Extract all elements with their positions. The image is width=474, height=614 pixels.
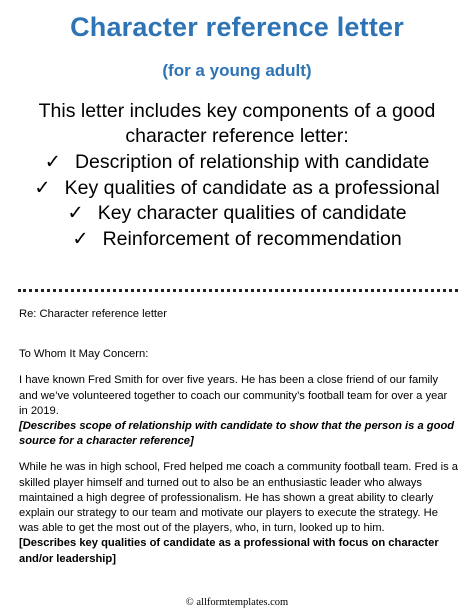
checklist-item <box>0 150 474 176</box>
document-title: Character reference letter <box>70 12 404 42</box>
checkmark-icon: ✓ <box>67 202 84 224</box>
checklist-item-label: Reinforcement of recommendation <box>102 227 402 250</box>
annotation-note: [Describes scope of relationship with candidate to show that the person is a good source for a character reference] <box>19 420 455 448</box>
checklist-item-label: Key qualities of candidate as a professional <box>64 176 440 199</box>
intro-text: This letter includes key components of a good character reference letter: <box>38 100 436 147</box>
copyright-footer: © allformtemplates.com <box>185 597 289 608</box>
checkmark-icon: ✓ <box>34 176 51 199</box>
checkmark-icon: ✓ <box>44 151 61 173</box>
checklist-item <box>0 201 474 227</box>
checklist-item <box>0 227 474 253</box>
components-checklist <box>0 150 474 252</box>
letter-paragraph: While he was in high school, Fred helped me coach a community football team. Fred is a skilled player himself and turned out to also be an enthusiastic leader who always maintained a high degree of professionalism. He has shown a great ability to clearly explain our strategy to our team and motivate our players to execute the strategy. He was able to get the most out of the players, who, in turn, looked up to him. <box>19 461 459 535</box>
checklist-item <box>0 176 474 202</box>
checklist-item-label: Key character qualities of candidate <box>97 202 407 224</box>
checkmark-icon: ✓ <box>72 227 89 250</box>
salutation: To Whom It May Concern: <box>19 348 149 361</box>
re-line: Re: Character reference letter <box>19 308 167 320</box>
document-subtitle: (for a young adult) <box>162 61 312 80</box>
letter-paragraph: I have known Fred Smith for over five years. He has been a close friend of our family and we’ve volunteered together to coach our community’s football team for over a year in 2019. <box>19 374 448 417</box>
annotation-note: [Describes key qualities of candidate as a professional with focus on character and/or leadership] <box>19 537 439 565</box>
letter-body <box>19 307 459 567</box>
dotted-divider <box>18 289 458 292</box>
checklist-item-label: Description of relationship with candidate <box>74 151 430 173</box>
